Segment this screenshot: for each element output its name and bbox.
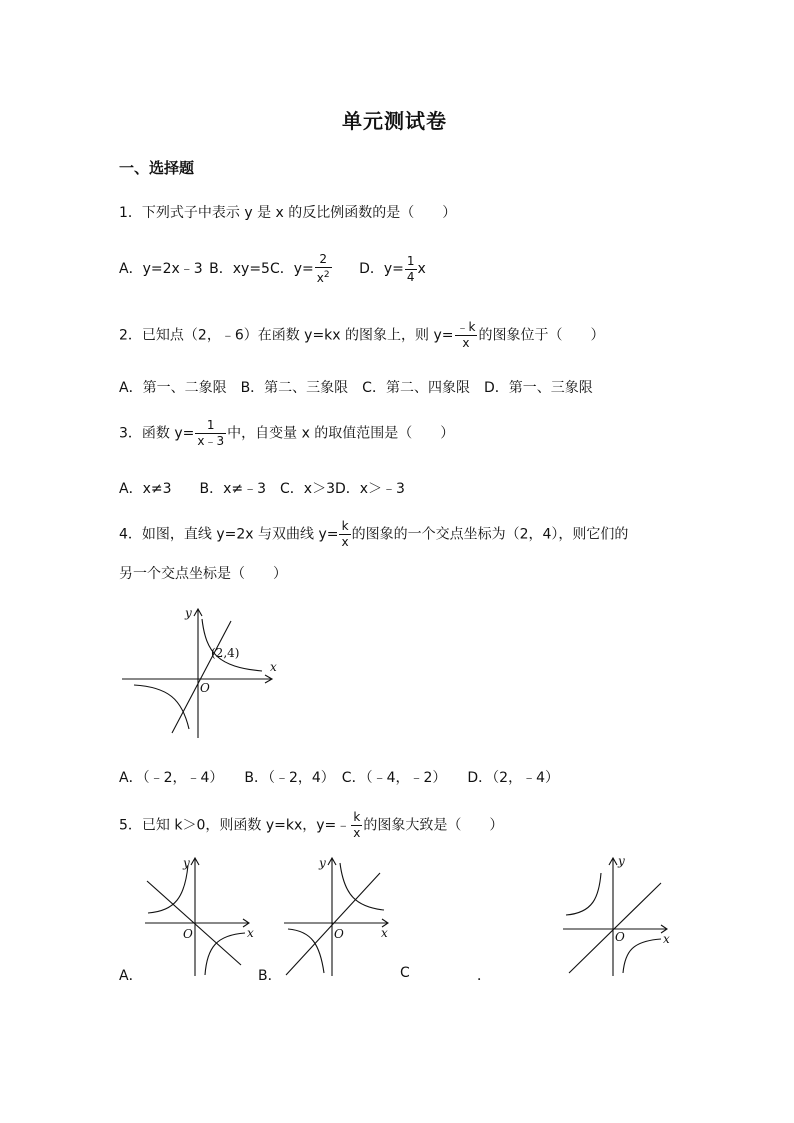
hyperbola-branch-1 [202,619,262,671]
question-5-stem [119,810,503,841]
question-4-stem-continued: 另一个交点坐标是（ ） [119,566,287,582]
page-title: 单元测试卷 [342,109,447,133]
hyperbola-branch-2 [134,685,189,729]
fraction-denominator: x﹣3 [197,434,225,448]
q5-graph-d [563,855,675,979]
fraction-numerator: 2 [315,252,332,268]
q5-stem-part-a: 5．已知 k＞0，则函数 y=kx，y=﹣ [119,817,351,834]
q5-graph-a [145,855,257,979]
origin-label: O [200,681,210,695]
question-3-stem [119,418,454,449]
line-y-2x [172,621,231,733]
axis-label-y: y [319,856,326,870]
axis-label-x: x [270,660,277,674]
fraction-denominator: x [353,826,361,840]
q3-stem-part-b: 中，自变量 x 的取值范围是（ ） [227,425,455,442]
q5-option-d-label: ． [477,968,491,984]
question-1-stem: 1．下列式子中表示 y 是 x 的反比例函数的是（ ） [119,205,457,221]
fraction-denominator: 4 [406,269,415,284]
q5-option-a-label: A． [119,968,143,984]
q1-option-d-suffix: x [417,261,426,277]
q5-fraction [351,810,362,841]
q5-option-c-label: C [400,965,410,981]
section-heading: 一、选择题 [119,159,195,177]
question-4-options: A．（﹣2，﹣4） B．（﹣2，4） C．（﹣4，﹣2） D．（2，﹣4） [119,770,559,786]
axis-label-y: y [618,854,625,868]
axis-label-y: y [185,606,192,620]
fraction-numerator: 1 [406,253,415,268]
question-4-stem [119,519,628,550]
question-2-stem [119,320,604,351]
fraction-numerator: 1 [195,418,226,434]
origin-label: O [615,930,625,944]
q2-stem-part-a: 2．已知点（2，﹣6）在函数 y=kx 的图象上，则 y= [119,327,454,344]
q1-option-d-fraction [405,254,417,285]
axis-label-x: x [247,926,254,940]
q2-fraction [455,320,478,351]
fraction-numerator: ﹣k [456,320,476,334]
q4-fraction [339,519,350,550]
q2-stem-part-b: 的图象位于（ ） [478,327,605,344]
q5-graph-b [284,855,396,979]
q1-option-a: A．y=2x﹣3 [119,261,203,277]
q5-option-b-label: B． [258,968,282,984]
exponent: 2 [323,270,330,280]
question-2-options: A．第一、二象限 B．第二、三象限 C．第二、四象限 D．第一、三象限 [119,380,593,396]
origin-label: O [334,927,344,941]
q3-fraction [195,418,226,449]
q1-option-d-prefix: D．y= [359,261,404,277]
fraction-denominator: x [462,336,470,350]
q1-option-c-fraction [315,252,332,286]
origin-label: O [183,927,193,941]
axis-label-y: y [183,856,190,870]
q1-option-c-prefix: C．y= [269,261,314,277]
fraction-denominator: $x^2$ [316,270,330,285]
q4-graph [122,605,282,740]
fraction-numerator: k [351,810,362,826]
q4-stem-part-b: 的图象的一个交点坐标为（2，4），则它们的 [351,526,629,543]
axis-label-x: x [381,926,388,940]
question-1-options [119,252,426,286]
point-label: (2,4) [211,646,240,660]
q3-stem-part-a: 3．函数 y= [119,425,195,442]
fraction-numerator: k [339,519,350,535]
question-3-options: A．x≠3 B．x≠﹣3 C．x＞3D．x＞﹣3 [119,481,405,497]
q1-option-b: B．xy=5 [209,261,270,277]
fraction-denominator: x [341,535,349,549]
q4-stem-part-a: 4．如图，直线 y=2x 与双曲线 y= [119,526,339,543]
axis-label-x: x [663,932,670,946]
q5-stem-part-b: 的图象大致是（ ） [363,817,504,834]
